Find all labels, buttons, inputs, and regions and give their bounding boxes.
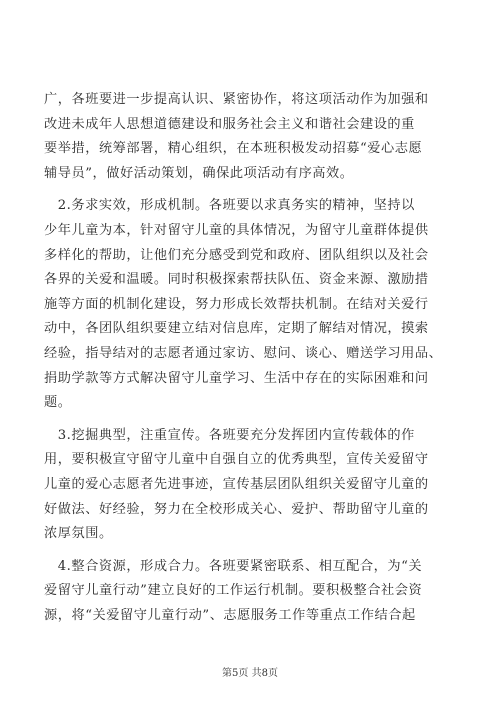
text-line: 各界的关爱和温暖。同时积极探索帮扶队伍、资金来源、激励措: [44, 272, 429, 288]
text-line: 捐助学款等方式解决留守儿童学习、生活中存在的实际困难和问: [44, 370, 429, 386]
paragraph: [44, 194, 456, 415]
text-line: 儿童的爱心志愿者先进事迹，宣传基层团队组织关爱留守儿童的: [44, 476, 429, 492]
text-line: 爱留守儿童行动”建立良好的工作运行机制。要积极整合社会资: [44, 583, 423, 599]
text-line: 用，要积极宣守留守儿童中自强自立的优秀典型，宣传关爱留守: [44, 452, 429, 468]
text-line: 浓厚氛围。: [44, 526, 113, 542]
text-line: 2.务求实效，形成机制。各班要以求真务实的精神，坚持以: [44, 198, 415, 214]
text-line: 3.挖掘典型，注重宣传。各班要充分发挥团内宣传载体的作: [44, 427, 415, 443]
paragraph-gap: [44, 186, 456, 194]
paragraph: [44, 88, 456, 186]
paragraph-gap: [44, 416, 456, 424]
text-line: 题。: [44, 395, 72, 411]
text-line: 源，将“关爱留守儿童行动”、志愿服务工作等重点工作结合起: [44, 607, 416, 623]
text-line: 施等方面的机制化建设，努力形成长效帮扶机制。在结对关爱行: [44, 296, 429, 312]
paragraph-gap: [44, 547, 456, 555]
text-line: 辅导员”，做好活动策划，确保此项活动有序高效。: [44, 165, 354, 181]
text-line: 动中，各团队组织要建立结对信息库，定期了解结对情况，摸索: [44, 321, 429, 337]
text-line: 广，各班要进一步提高认识、紧密协作，将这项活动作为加强和: [44, 92, 429, 107]
text-line: 多样化的帮助，让他们充分感受到党和政府、团队组织以及社会: [44, 247, 429, 263]
text-line: 好做法、好经验，努力在全校形成关心、爱护、帮助留守儿童的: [44, 501, 429, 517]
document-body: [44, 88, 456, 628]
text-line: 要举措，统筹部署，精心组织，在本班积极发动招募“爱心志愿: [44, 141, 423, 157]
text-line: 经验，指导结对的志愿者通过家访、慰问、谈心、赠送学习用品、: [44, 345, 443, 361]
paragraph: [44, 555, 456, 629]
page-footer: 第5页 共8页: [222, 668, 278, 679]
text-line: 4.整合资源，形成合力。各班要紧密联系、相互配合，为“关: [44, 558, 423, 574]
paragraph: [44, 424, 456, 547]
text-line: 少年儿童为本，针对留守儿童的具体情况，为留守儿童群体提供: [44, 222, 429, 238]
text-line: 改进未成年人思想道德建设和服务社会主义和谐社会建设的重: [44, 116, 415, 132]
